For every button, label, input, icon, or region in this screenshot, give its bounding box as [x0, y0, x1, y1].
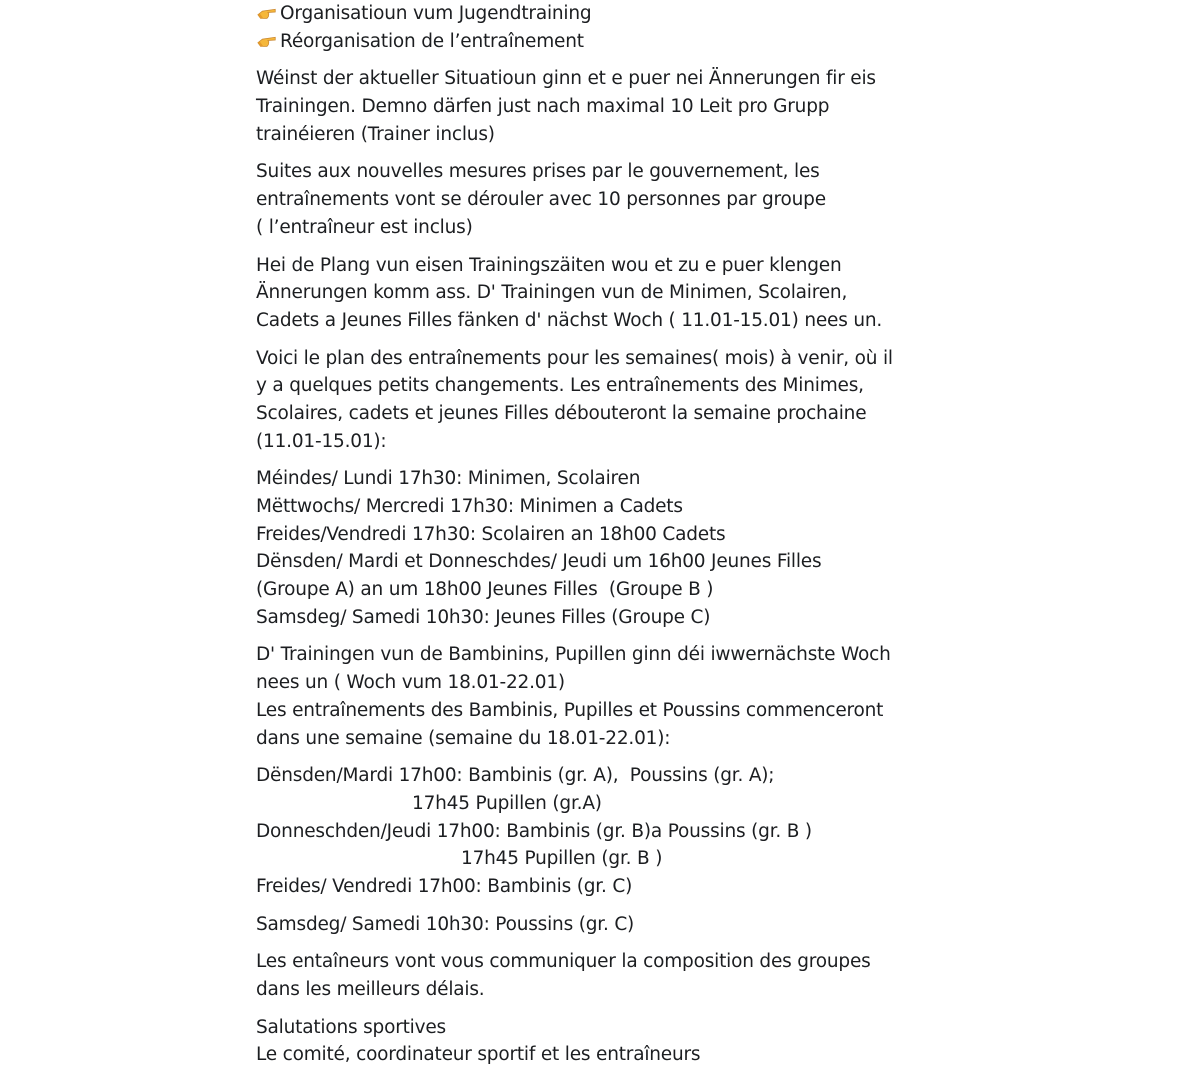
post-body	[256, 0, 916, 1079]
schedule-line: Samsdeg/ Samedi 10h30: Poussins (gr. C)	[256, 913, 635, 935]
schedule-line: 17h45 Pupillen (gr. B )	[461, 848, 663, 870]
paragraph-groups-info	[256, 948, 916, 1003]
heading-block	[256, 0, 916, 55]
schedule-line: Dënsden/Mardi 17h00: Bambinis (gr. A), Poussins (gr. A);	[256, 765, 775, 787]
paragraph-plan-fr	[256, 345, 916, 456]
signature	[256, 1014, 916, 1069]
paragraph-situation-lb	[256, 65, 916, 148]
schedule-line: Freides/ Vendredi 17h00: Bambinis (gr. C)	[256, 875, 633, 897]
text-line: nees un ( Woch vum 18.01-22.01)	[256, 672, 565, 694]
schedule-line: Méindes/ Lundi 17h30: Minimen, Scolairen	[256, 468, 641, 490]
heading-text: Réorganisation de l’entraînement	[280, 30, 584, 52]
schedule-line: 17h45 Pupillen (gr.A)	[412, 792, 602, 814]
text-line: entraînements vont se dérouler avec 10 personnes par groupe	[256, 189, 826, 211]
schedule-line: Samsdeg/ Samedi 10h30: Jeunes Filles (Groupe C)	[256, 606, 711, 628]
text-line: ( l’entraîneur est inclus)	[256, 216, 473, 238]
text-line: Scolaires, cadets et jeunes Filles débouteront la semaine prochaine	[256, 402, 867, 424]
heading-line	[256, 28, 916, 56]
text-line: trainéieren (Trainer inclus)	[256, 123, 495, 145]
text-line: Salutations sportives	[256, 1016, 446, 1038]
text-line: Le comité, coordinateur sportif et les entraîneurs	[256, 1044, 701, 1066]
text-line: Hei de Plang vun eisen Trainingszäiten wou et zu e puer klengen	[256, 254, 842, 276]
paragraph-younger-groups	[256, 641, 916, 752]
schedule-line: Mëttwochs/ Mercredi 17h30: Minimen a Cadets	[256, 496, 683, 517]
text-line: Trainingen. Demno därfen just nach maximal 10 Leit pro Grupp	[256, 96, 830, 118]
text-line: (11.01-15.01):	[256, 430, 387, 452]
text-line: Ännerungen komm ass. D' Trainingen vun de Minimen, Scolairen,	[256, 282, 848, 304]
pointing-hand-icon	[256, 1, 278, 23]
text-line: dans une semaine (semaine du 18.01-22.01):	[256, 727, 671, 749]
schedule-line: Dënsden/ Mardi et Donneschdes/ Jeudi um 16h00 Jeunes Filles	[256, 551, 822, 573]
paragraph-situation-fr	[256, 158, 916, 241]
text-line: D' Trainingen vun de Bambinins, Pupillen ginn déi iwwernächste Woch	[256, 644, 891, 666]
heading-text: Organisatioun vum Jugendtraining	[280, 3, 592, 24]
heading-line	[256, 0, 916, 28]
schedule-line: Donneschden/Jeudi 17h00: Bambinis (gr. B)a Poussins (gr. B )	[256, 820, 812, 842]
text-line: Suites aux nouvelles mesures prises par le gouvernement, les	[256, 161, 820, 183]
schedule-older-groups	[256, 465, 916, 631]
pointing-hand-icon	[256, 29, 278, 51]
paragraph-plan-lb	[256, 252, 916, 335]
schedule-line: (Groupe A) an um 18h00 Jeunes Filles (Groupe B )	[256, 579, 714, 601]
schedule-saturday	[256, 911, 916, 939]
schedule-younger-groups	[256, 762, 916, 900]
text-line: Les entaîneurs vont vous communiquer la composition des groupes	[256, 951, 871, 973]
text-line: Voici le plan des entraînements pour les semaines( mois) à venir, où il	[256, 347, 893, 369]
text-line: Cadets a Jeunes Filles fänken d' nächst Woch ( 11.01-15.01) nees un.	[256, 309, 883, 331]
schedule-line: Freides/Vendredi 17h30: Scolairen an 18h00 Cadets	[256, 523, 726, 545]
text-line: dans les meilleurs délais.	[256, 979, 485, 1000]
text-line: Wéinst der aktueller Situatioun ginn et e puer nei Ännerungen fir eis	[256, 68, 876, 90]
text-line: y a quelques petits changements. Les entraînements des Minimes,	[256, 375, 864, 397]
text-line: Les entraînements des Bambinis, Pupilles et Poussins commenceront	[256, 699, 884, 721]
